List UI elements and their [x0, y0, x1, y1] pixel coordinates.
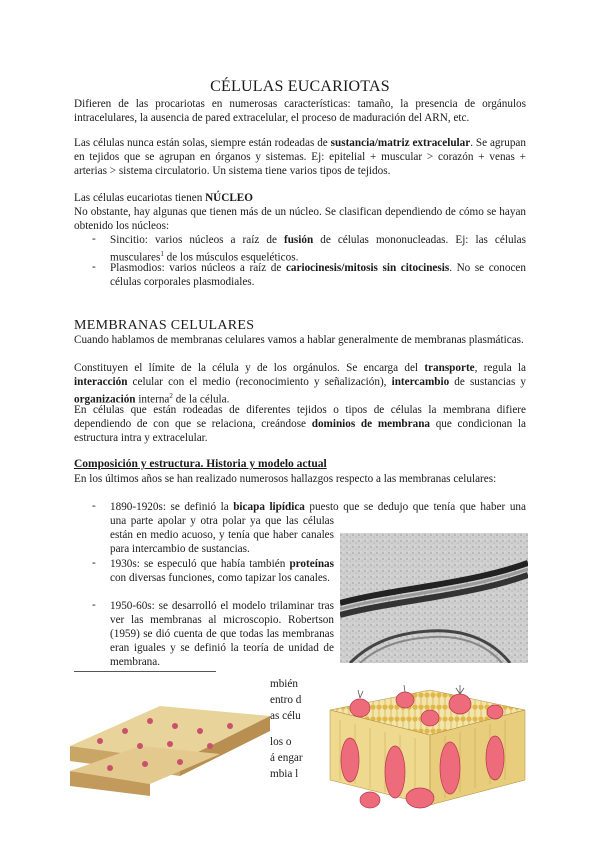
membrane-illustration-left — [70, 676, 270, 796]
fluid-mosaic-image — [310, 680, 530, 820]
matrix-paragraph: Las células nunca están solas, siempre están rodeadas de sustancia/matriz extracelular. Se agrupan en tejidos que se agrupan en órganos y sistemas. Ej: epitelial + muscular > corazón + venas + arterias > sistema circulatorio. Un sistema tiene varios tipos de tejidos. — [74, 137, 526, 177]
sincitio-item: Sincitio: varios núcleos a raíz de fusión de células mononucleadas. Ej: las células musculares$^1$ de los músculos esqueléticos. — [110, 234, 526, 264]
membrane-sheet-image — [70, 676, 270, 796]
page-title: CÉLULAS EUCARIOTAS — [210, 78, 390, 95]
nucleus-paragraph: Las células eucariotas tienen NÚCLEO No obstante, hay algunas que tienen más de un núcleo. Se clasifican dependiendo de cómo se hayan obtenido los núcleos: — [74, 192, 526, 232]
partial-text-column: mbién entro d as célu los o á engar mbia l — [270, 678, 303, 780]
footnote-divider — [74, 671, 216, 672]
intro-paragraph: Difieren de las procariotas en numerosas características: tamaño, la presencia de orgánulos intracelulares, la ausencia de pared extracelular, el proceso de maduración del ARN, etc. — [74, 98, 526, 124]
bullet-dash: - — [92, 557, 96, 569]
history-1950-item: 1950-60s: se desarrolló el modelo trilaminar tras ver las membranas al microscopio. Robertson (1959) se dió cuenta de que todas las membranas eran iguales y se definió la teoría de unidad de membrana. — [110, 600, 334, 668]
history-1890-column: una parte apolar y otra polar ya que las células están en medio acuoso, y tenía que haber canales para intercambio de sustancias. — [110, 515, 334, 555]
plasmodios-item: Plasmodios: varios núcleos a raíz de cariocinesis/mitosis sin citocinesis. No se conocen células corporales plasmodiales. — [110, 262, 526, 288]
membrane-domains: En células que están rodeadas de diferentes tejidos o tipos de células la membrana difiere dependiendo de con que se relaciona, creándose dominios de membrana que condicionan la estructura intra y extracelular. — [74, 404, 526, 444]
composition-intro: En los últimos años se han realizado numerosos hallazgos respecto a las membranas celulares: — [74, 473, 497, 485]
membrane-micrograph — [340, 533, 528, 663]
fluid-mosaic-illustration — [310, 680, 530, 820]
micrograph-image — [340, 533, 528, 663]
bullet-dash: - — [92, 500, 96, 512]
bullet-dash: - — [92, 233, 96, 245]
bullet-dash: - — [92, 599, 96, 611]
history-1890-line1: 1890-1920s: se definió la bicapa lipídica puesto que se dedujo que tenía que haber una — [110, 501, 526, 513]
membranes-heading: MEMBRANAS CELULARES — [74, 318, 255, 333]
membranes-intro: Cuando hablamos de membranas celulares vamos a hablar generalmente de membranas plasmáticas. — [74, 334, 524, 346]
bullet-dash: - — [92, 261, 96, 273]
history-1930-item: 1930s: se especuló que había también proteínas con diversas funciones, como tapizar los canales. — [110, 558, 334, 584]
membranes-function: Constituyen el límite de la célula y de los orgánulos. Se encarga del transporte, regula la interacción celular con el medio (reconocimiento y señalización), intercambio de sustancias y organización interna$^2$ de la célula. — [74, 362, 527, 406]
composition-heading: Composición y estructura. Historia y modelo actual — [74, 458, 327, 470]
